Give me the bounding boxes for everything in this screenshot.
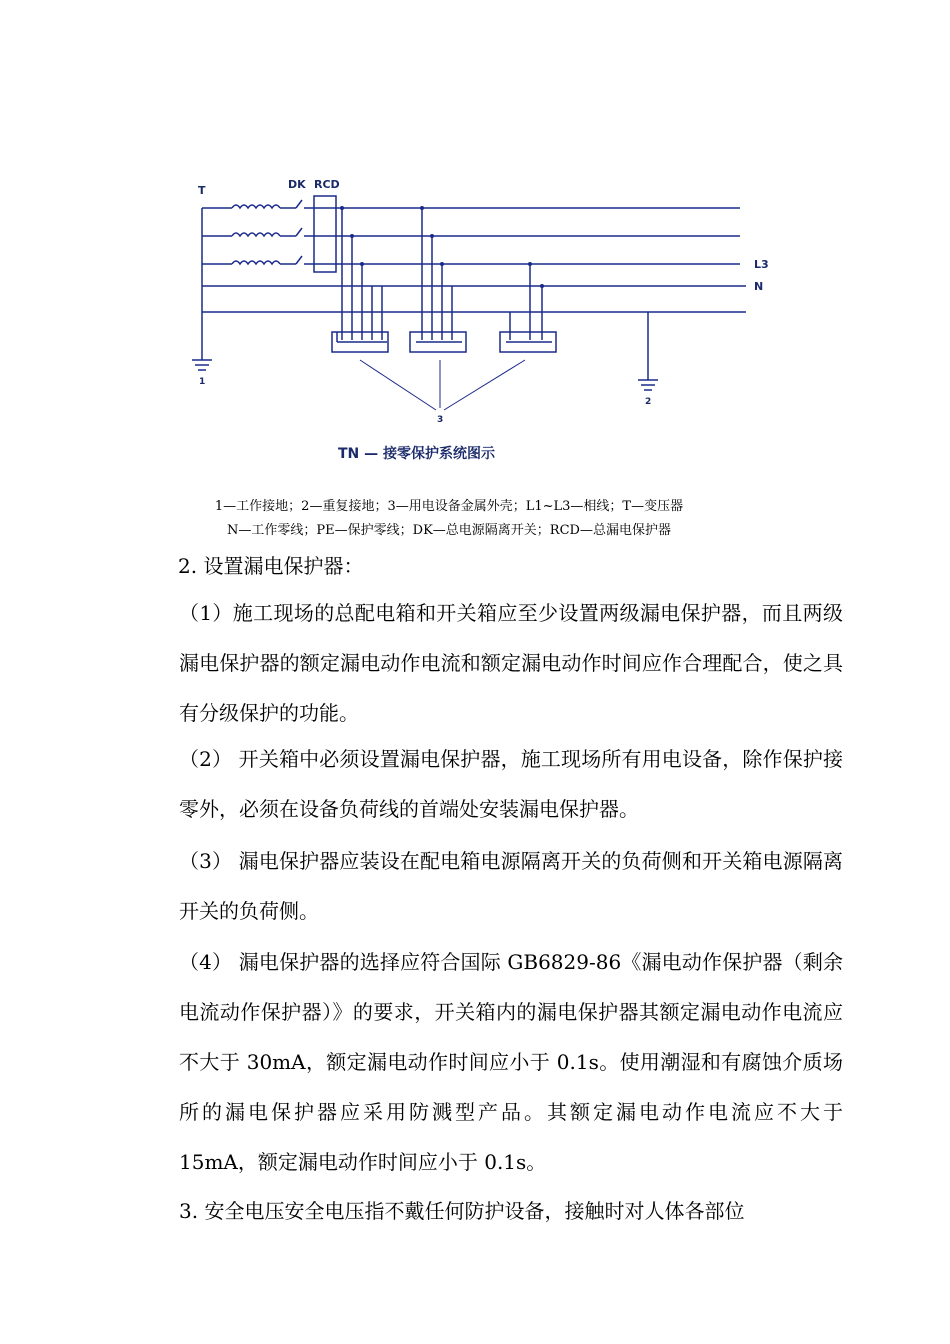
label-l3: L3 [754, 258, 769, 271]
label-2: 2 [645, 397, 652, 407]
leader-1 [360, 360, 436, 410]
paragraph-item-4: （4） 漏电保护器的选择应符合国际 GB6829-86《漏电动作保护器（剩余电流动作保护器）》的要求，开关箱内的漏电保护器其额定漏电动作电流应不大于 30mA，额定漏电动作时间应小于 0.1s。使用潮湿和有腐蚀介质场所的漏电保护器应采用防溅型产品。其额定漏电动作电流应不大于 15mA，额定漏电动作时间应小于 0.1s。 [179, 950, 843, 1174]
dk-switch-2 [296, 228, 302, 236]
section-2-heading: 2. 设置漏电保护器： [178, 554, 364, 578]
section-3-text: 3. 安全电压安全电压指不戴任何防护设备，接触时对人体各部位 [179, 1199, 745, 1223]
label-3: 3 [437, 415, 444, 425]
paragraph-item-1: （1）施工现场的总配电箱和开关箱应至少设置两级漏电保护器，而且两级漏电保护器的额定漏电动作电流和额定漏电动作时间应作合理配合，使之具有分级保护的功能。 [179, 601, 843, 725]
coil-l1 [232, 205, 280, 208]
label-n: N [754, 280, 764, 293]
label-1: 1 [199, 377, 206, 387]
dk-switch-3 [296, 256, 302, 264]
caption-line-1: 1—工作接地；2—重复接地；3—用电设备金属外壳；L1~L3—相线；T—变压器 [214, 499, 684, 514]
caption-line-2: N—工作零线；PE—保护零线；DK—总电源隔离开关；RCD—总漏电保护器 [227, 523, 671, 538]
diagram-svg [180, 170, 780, 470]
label-dk: DK [288, 178, 306, 191]
dk-switch-1 [296, 200, 302, 208]
diagram-title: TN — 接零保护系统图示 [338, 446, 496, 462]
coil-l3 [232, 261, 280, 264]
tn-system-diagram [180, 170, 780, 470]
label-t: T [198, 184, 206, 197]
paragraph-item-2: （2） 开关箱中必须设置漏电保护器，施工现场所有用电设备，除作保护接零外，必须在设备负荷线的首端处安装漏电保护器。 [179, 747, 843, 821]
leader-3 [444, 360, 525, 410]
label-rcd: RCD [314, 178, 340, 191]
coil-l2 [232, 233, 280, 236]
paragraph-item-3: （3） 漏电保护器应装设在配电箱电源隔离开关的负荷侧和开关箱电源隔离开关的负荷侧。 [179, 849, 843, 923]
